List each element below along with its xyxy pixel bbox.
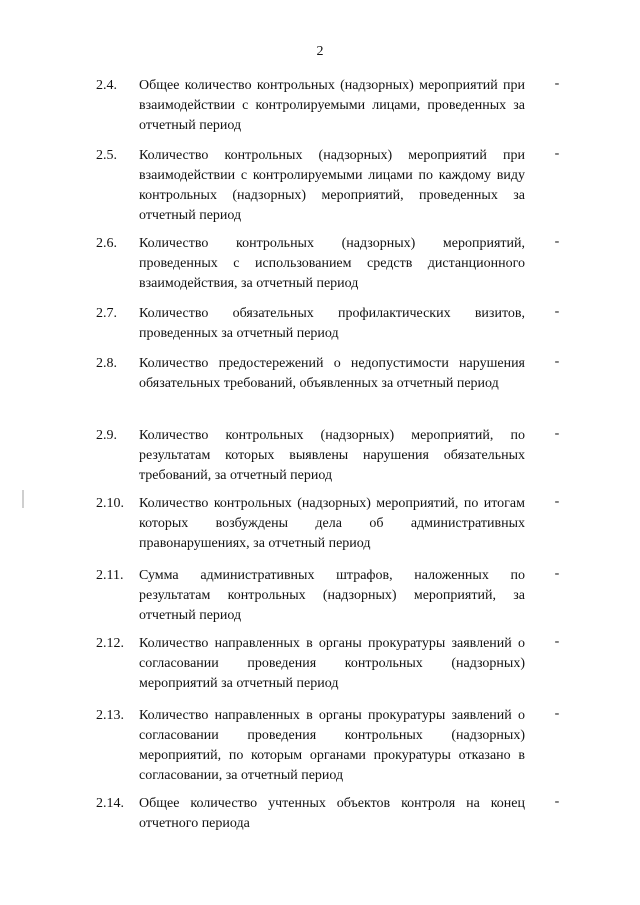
item-number: 2.5. bbox=[96, 148, 117, 163]
item-value: - bbox=[554, 566, 560, 581]
item-value: - bbox=[554, 706, 560, 721]
item-text: Количество предостережений о недопустимости нарушения обязательных требований, объявленных за отчетный период bbox=[139, 356, 525, 391]
item-text: Количество контрольных (надзорных) мероприятий, по итогам которых возбуждены дела об административных правонарушениях, за отчетный период bbox=[139, 496, 525, 551]
item-number: 2.14. bbox=[96, 796, 124, 811]
item-text: Количество контрольных (надзорных) мероприятий при взаимодействии с контролируемыми лицами по каждому виду контрольных (надзорных) мероприятий, проведенных за отчетный период bbox=[139, 148, 525, 223]
item-text: Количество контрольных (надзорных) мероприятий, проведенных с использованием средств дистанционного взаимодействия, за отчетный период bbox=[139, 236, 525, 291]
item-value: - bbox=[554, 634, 560, 649]
item-number: 2.13. bbox=[96, 708, 124, 723]
item-text: Количество направленных в органы прокуратуры заявлений о согласовании проведения контрольных (надзорных) мероприятий, по которым органами прокуратуры отказано в согласовании, за отчетный период bbox=[139, 708, 525, 783]
item-text: Общее количество контрольных (надзорных) мероприятий при взаимодействии с контролируемыми лицами, проведенных за отчетный период bbox=[139, 78, 525, 133]
item-number: 2.11. bbox=[96, 568, 124, 583]
item-value: - bbox=[554, 426, 560, 441]
item-number: 2.6. bbox=[96, 236, 117, 251]
item-value: - bbox=[554, 146, 560, 161]
item-number: 2.9. bbox=[96, 428, 117, 443]
item-text: Общее количество учтенных объектов контроля на конец отчетного периода bbox=[139, 796, 525, 831]
item-number: 2.4. bbox=[96, 78, 117, 93]
item-value: - bbox=[554, 494, 560, 509]
item-value: - bbox=[554, 304, 560, 319]
page-number: 2 bbox=[316, 44, 324, 59]
item-number: 2.10. bbox=[96, 496, 124, 511]
item-value: - bbox=[554, 354, 560, 369]
item-text: Количество контрольных (надзорных) мероприятий, по результатам которых выявлены нарушения обязательных требований, за отчетный период bbox=[139, 428, 525, 483]
item-value: - bbox=[554, 76, 560, 91]
item-number: 2.7. bbox=[96, 306, 117, 321]
item-number: 2.8. bbox=[96, 356, 117, 371]
item-text: Количество обязательных профилактических визитов, проведенных за отчетный период bbox=[139, 306, 525, 341]
item-value: - bbox=[554, 794, 560, 809]
scan-margin-mark bbox=[22, 490, 24, 508]
item-value: - bbox=[554, 234, 560, 249]
item-text: Сумма административных штрафов, наложенных по результатам контрольных (надзорных) мероприятий, за отчетный период bbox=[139, 568, 525, 623]
item-number: 2.12. bbox=[96, 636, 124, 651]
item-text: Количество направленных в органы прокуратуры заявлений о согласовании проведения контрольных (надзорных) мероприятий за отчетный период bbox=[139, 636, 525, 691]
